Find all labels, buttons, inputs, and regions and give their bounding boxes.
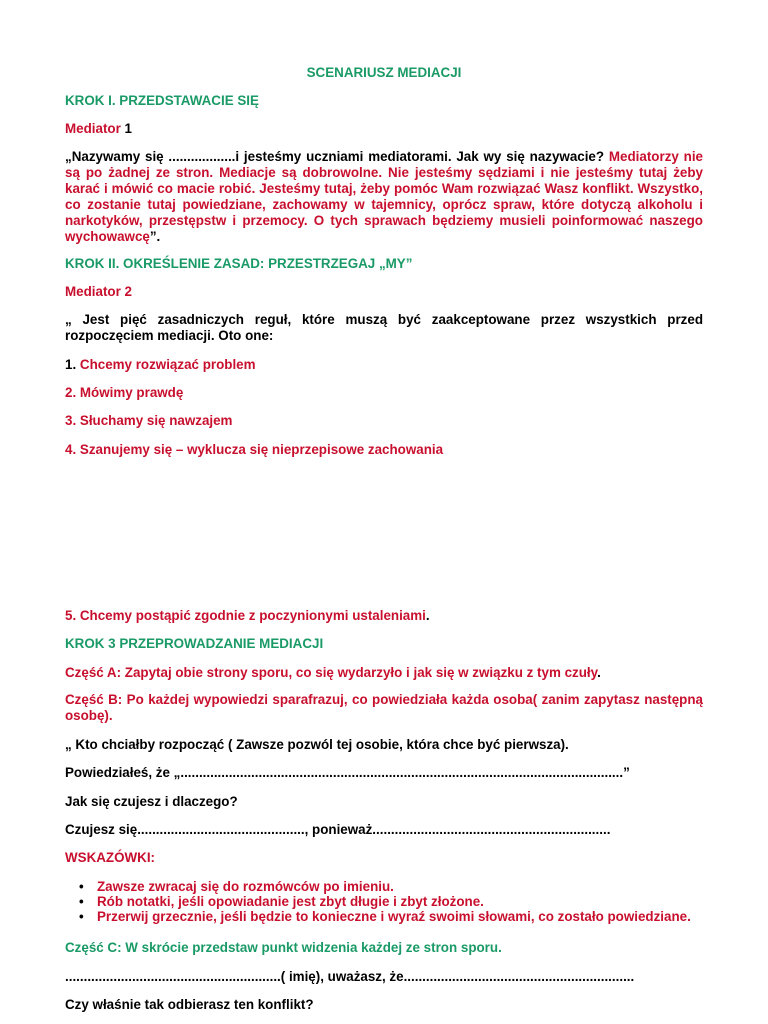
part-a xyxy=(65,665,703,681)
name-line: ..........................................................( imię), uważasz, że.............................................................. xyxy=(65,969,635,984)
bullet-icon: • xyxy=(79,879,84,894)
bullet-icon: • xyxy=(79,894,84,909)
tip-item xyxy=(65,894,703,909)
step1-paragraph xyxy=(65,149,703,245)
tip-text: Przerwij grzecznie, jeśli będzie to konieczne i wyraź swoimi słowami, co zostało powiedziane. xyxy=(97,909,691,924)
said-line: Powiedziałeś, że „.......................................................................................................................” xyxy=(65,765,630,780)
tip-item xyxy=(65,909,703,924)
tip-item xyxy=(65,879,703,894)
part-a-text: Część A: Zapytaj obie strony sporu, co się wydarzyło i jak się w związku z tym czuły xyxy=(65,665,598,680)
step2-mediator-label: Mediator 2 xyxy=(65,284,132,299)
mediator-label-text: Mediator xyxy=(65,121,121,136)
rule-1 xyxy=(65,357,703,373)
rule-5-end: . xyxy=(425,608,430,623)
rule-1-number: 1. xyxy=(65,357,77,372)
rule-2: 2. Mówimy prawdę xyxy=(65,385,184,400)
tips-heading: WSKAZÓWKI: xyxy=(65,850,155,865)
rule-1-text: Chcemy rozwiązać problem xyxy=(76,357,256,372)
rule-5-text: 5. Chcemy postąpić zgodnie z poczynionymi ustaleniami xyxy=(65,608,426,623)
step2-intro: „ Jest pięć zasadniczych reguł, które muszą być zaakceptowane przez wszystkich przed rozpoczęciem mediacji. Oto one: xyxy=(65,312,703,343)
part-a-end: . xyxy=(597,665,601,680)
step1-heading: KROK I. PRZEDSTAWACIE SIĘ xyxy=(65,93,259,108)
step1-para-intro: „Nazywamy się ..................i jesteśmy uczniami mediatorami. Jak wy się nazywacie? xyxy=(65,149,609,164)
conflict-question: Czy właśnie tak odbierasz ten konflikt? xyxy=(65,997,314,1012)
tip-text: Rób notatki, jeśli opowiadanie jest zbyt długie i zbyt złożone. xyxy=(97,894,484,909)
rule-5 xyxy=(65,608,703,624)
part-b: Część B: Po każdej wypowiedzi sparafrazuj, co powiedziała każda osoba( zanim zapytasz następną osobę). xyxy=(65,692,703,723)
step1-mediator-label xyxy=(65,121,703,137)
step3-heading: KROK 3 PRZEPROWADZANIE MEDIACJI xyxy=(65,636,324,651)
rule-3: 3. Słuchamy się nawzajem xyxy=(65,413,233,428)
bullet-icon: • xyxy=(79,909,84,924)
feel-question: Jak się czujesz i dlaczego? xyxy=(65,794,238,809)
tips-list xyxy=(65,879,703,924)
tip-text: Zawsze zwracaj się do rozmówców po imieniu. xyxy=(97,879,394,894)
part-c: Część C: W skrócie przedstaw punkt widzenia każdej ze stron sporu. xyxy=(65,940,502,955)
step1-para-rules: Mediatorzy nie są po żadnej ze stron. Mediacje są dobrowolne. Nie jesteśmy sędziami i nie jesteśmy tutaj żeby karać i mówić co macie robić. Jesteśmy tutaj, żeby pomóc Wam rozwiązać Wasz konflikt. Wszystko, co zostanie tutaj powiedziane, zachowamy w tajemnicy, oprócz spraw, które dotyczą alkoholu i narkotyków, przestępstw i przemocy. O tych sprawach będziemy musieli poinformować naszego wychowawcę xyxy=(65,149,703,244)
feel-line: Czujesz się............................................., ponieważ................................................................ xyxy=(65,822,611,837)
mediator-number: 1 xyxy=(120,121,132,136)
step1-para-end: ”. xyxy=(149,229,161,244)
question-start: „ Kto chciałby rozpocząć ( Zawsze pozwól tej osobie, która chce być pierwsza). xyxy=(65,737,569,752)
rule-4: 4. Szanujemy się – wyklucza się nieprzepisowe zachowania xyxy=(65,442,444,457)
document-title: SCENARIUSZ MEDIACJI xyxy=(306,65,462,80)
step2-heading: KROK II. OKREŚLENIE ZASAD: PRZESTRZEGAJ „MY” xyxy=(65,256,413,271)
